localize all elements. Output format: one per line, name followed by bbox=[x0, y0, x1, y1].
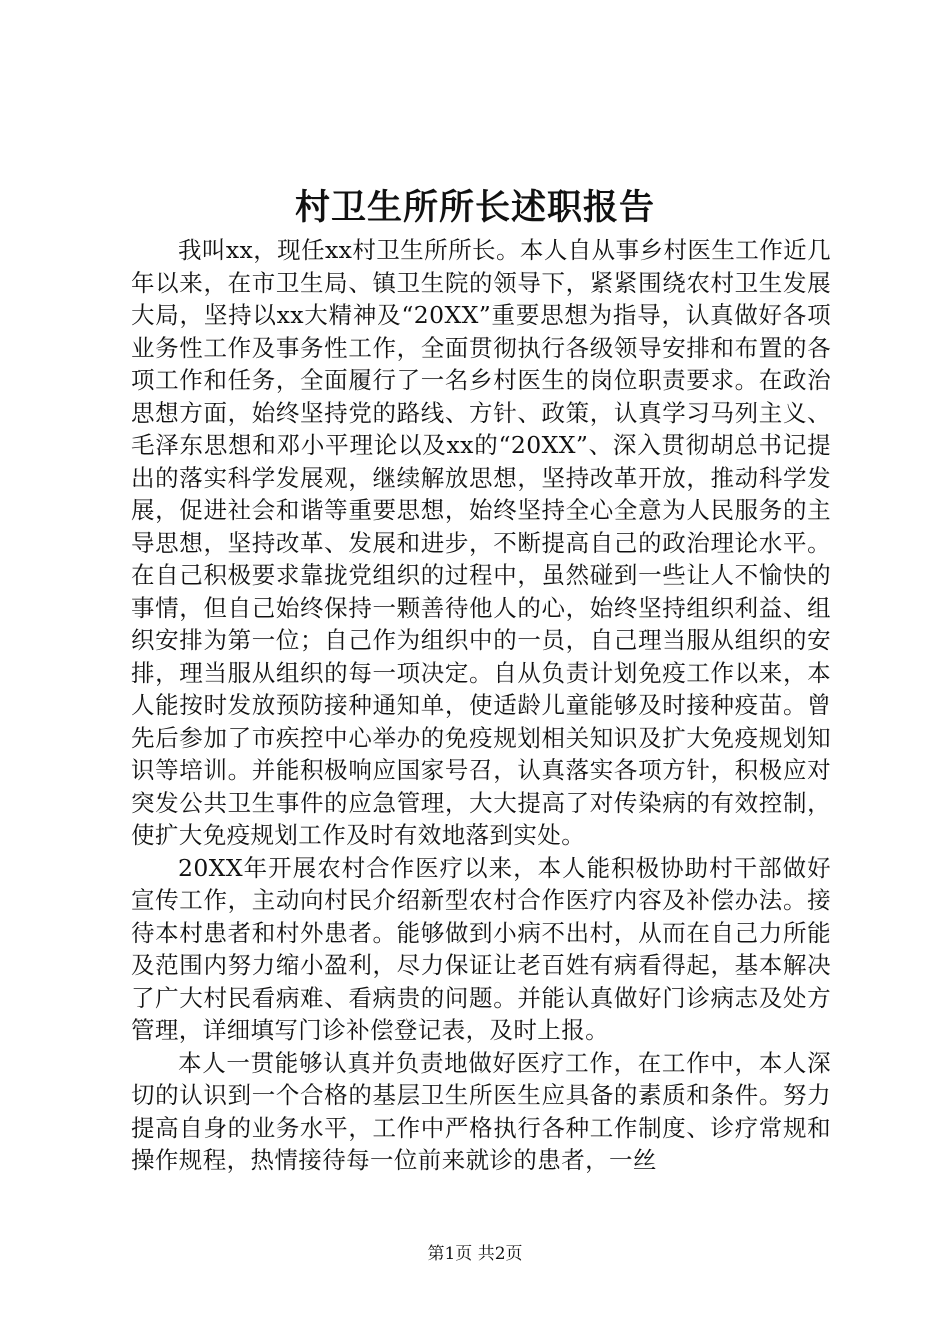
page-footer: 第1页 共2页 bbox=[427, 1244, 523, 1264]
paragraph-1: 我叫xx，现任xx村卫生所所长。本人自从事乡村医生工作近几年以来，在市卫生局、镇卫生院的领导下，紧紧围绕农村卫生发展大局，坚持以xx大精神及“20XX”重要思想为指导，认真做好各项业务性工作及事务性工作，全面贯彻执行各级领导安排和布置的各项工作和任务，全面履行了一名乡村医生的岗位职责要求。在政治思想方面，始终坚持党的路线、方针、政策，认真学习马列主义、毛泽东思想和邓小平理论以及xx的“20XX”、深入贯彻胡总书记提出的落实科学发展观，继续解放思想，坚持改革开放，推动科学发展，促进社会和谐等重要思想，始终坚持全心全意为人民服务的主导思想，坚持改革、发展和进步，不断提高自己的政治理论水平。在自己积极要求靠拢党组织的过程中，虽然碰到一些让人不愉快的事情，但自己始终保持一颗善待他人的心，始终坚持组织利益、组织安排为第一位；自己作为组织中的一员，自己理当服从组织的安排，理当服从组织的每一项决定。自从负责计划免疫工作以来，本人能按时发放预防接种通知单，使适龄儿童能够及时接种疫苗。曾先后参加了市疾控中心举办的免疫规划相关知识及扩大免疫规划知识等培训。并能积极响应国家号召，认真落实各项方针，积极应对突发公共卫生事件的应急管理，大大提高了对传染病的有效控制，使扩大免疫规划工作及时有效地落到实处。 bbox=[131, 236, 831, 849]
document-body bbox=[131, 234, 831, 1177]
paragraph-3: 本人一贯能够认真并负责地做好医疗工作，在工作中，本人深切的认识到一个合格的基层卫生所医生应具备的素质和条件。努力提高自身的业务水平，工作中严格执行各种工作制度、诊疗常规和操作规程，热情接待每一位前来就诊的患者，一丝 bbox=[131, 1048, 831, 1174]
paragraph-2: 20XX年开展农村合作医疗以来，本人能积极协助村干部做好宣传工作，主动向村民介绍新型农村合作医疗内容及补偿办法。接待本村患者和村外患者。能够做到小病不出村，从而在自己力所能及范围内努力缩小盈利，尽力保证让老百姓有病看得起，基本解决了广大村民看病难、看病贵的问题。并能认真做好门诊病志及处方管理，详细填写门诊补偿登记表，及时上报。 bbox=[131, 853, 831, 1044]
document-title: 村卫生所所长述职报告 bbox=[294, 187, 655, 228]
